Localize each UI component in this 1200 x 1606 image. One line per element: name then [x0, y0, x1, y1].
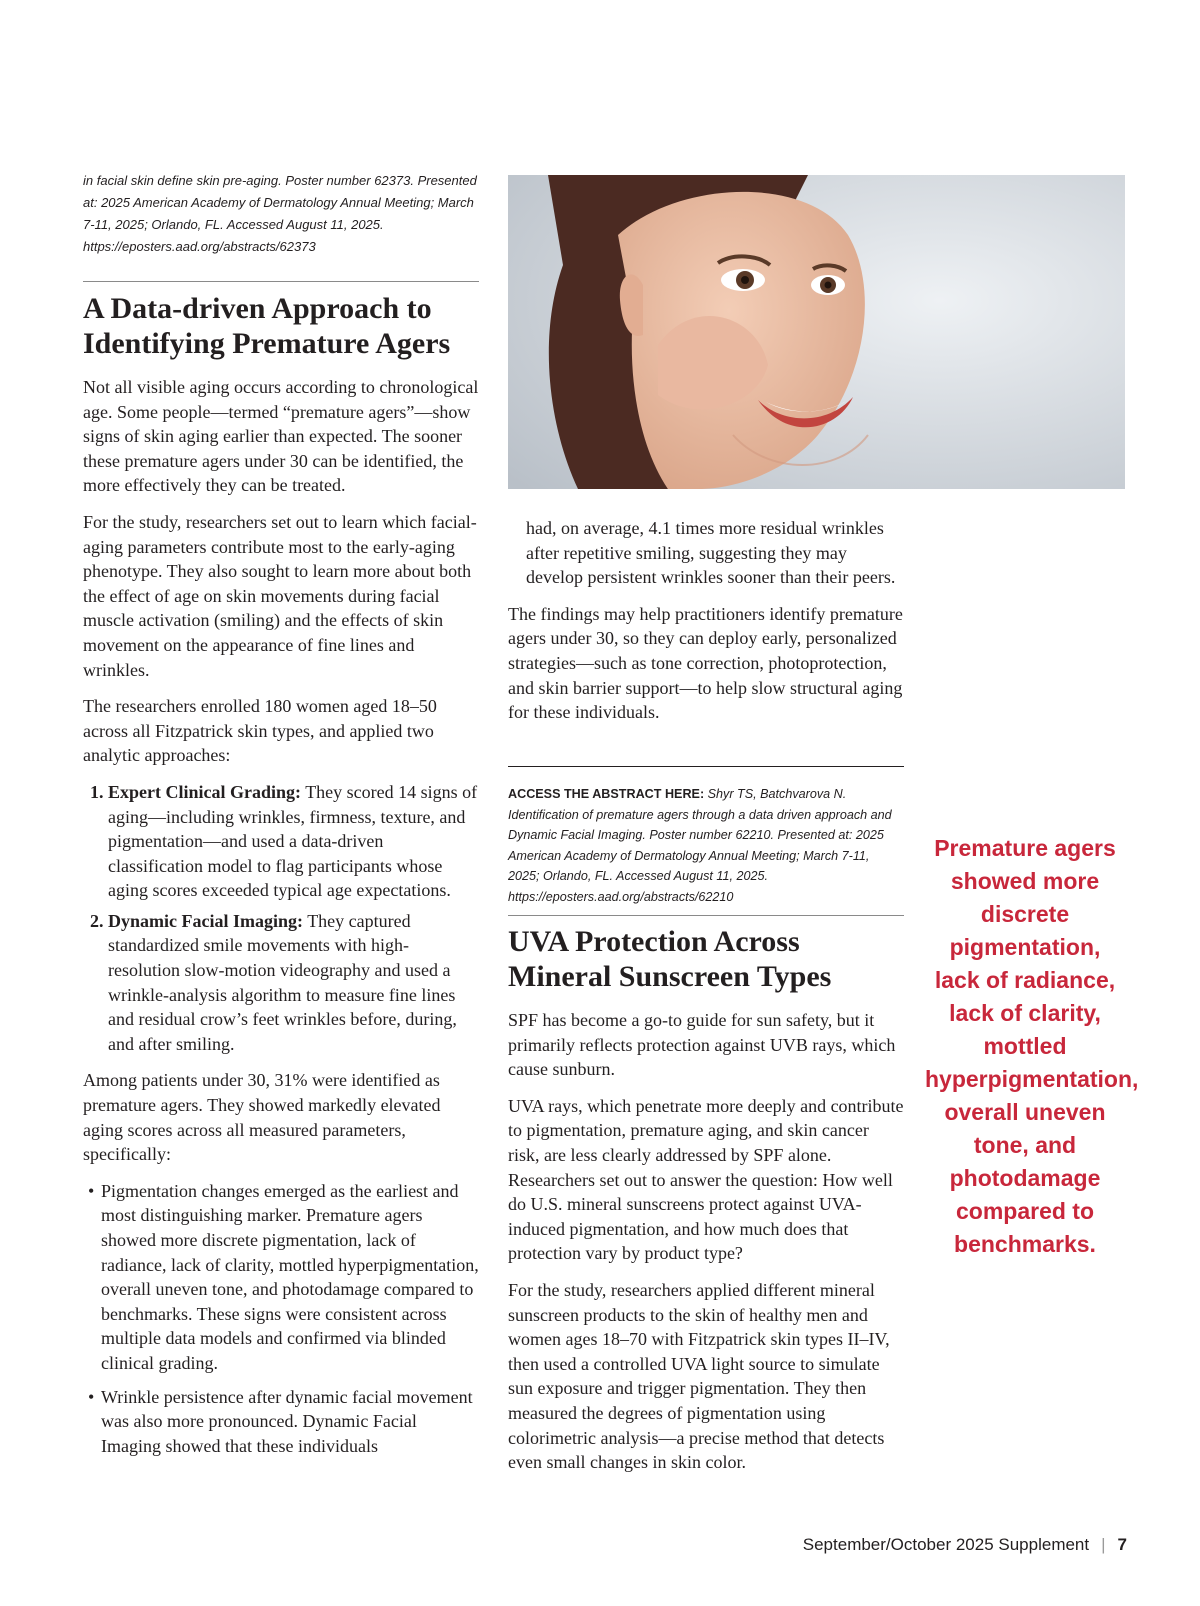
- paragraph: For the study, researchers applied different mineral sunscreen products to the skin of healthy men and women ages 18–70 with Fitzpatrick skin types II–IV, then used a controlled UVA light source to simulate sun exposure and trigger pigmentation. They then measured the degrees of pigmentation using colorimetric analysis—a precise method that detects even small changes in skin color.: [508, 1279, 890, 1473]
- list-item-text: They scored 14 signs of aging—including wrinkles, firmness, texture, and pigmentation—and used a data-driven classification model to flag participants whose aging scores exceeded typical age expectations.: [108, 781, 478, 901]
- access-label: ACCESS THE ABSTRACT HERE:: [508, 787, 705, 801]
- list-item-label: Expert Clinical Grading:: [108, 781, 301, 802]
- approaches-list: [83, 780, 479, 1057]
- access-abstract-note: [508, 784, 904, 908]
- footer-separator: |: [1101, 1535, 1106, 1554]
- bullet-icon: •: [88, 1180, 95, 1201]
- article-title: UVA Protection Across Mineral Sunscreen Types: [508, 925, 832, 993]
- list-item: [83, 780, 479, 903]
- pull-quote: Premature agers showed more discrete pigmentation, lack of radiance, lack of clarity, mottled hyperpigmentation, overall uneven tone, and photodamage compared to benchmarks.: [925, 835, 1139, 1257]
- paragraph: The findings may help practitioners identify premature agers under 30, so they can deploy early, personalized strategies—such as tone correction, photoprotection, and skin barrier support—to help slow structural aging for these individuals.: [508, 603, 903, 723]
- paragraph: UVA rays, which penetrate more deeply and contribute to pigmentation, premature aging, and skin cancer risk, are less clearly addressed by SPF alone. Researchers set out to answer the question: How well do U.S. mineral sunscreens protect against UVA-induced pigmentation, and how much does that protection vary by product type?: [508, 1095, 904, 1264]
- article-body: [83, 375, 479, 1458]
- access-citation: Shyr TS, Batchvarova N. Identification of premature agers through a data driven approach and Dynamic Facial Imaging. Poster number 62210. Presented at: 2025 American Academy of Dermatology Annual Meeting; March 7-11, 2025; Orlando, FL. Accessed August 11, 2025. https://eposters.aad.org/abstracts/62210: [508, 787, 892, 904]
- section-divider: [508, 766, 904, 767]
- list-item: [83, 1385, 479, 1459]
- article-title: A Data-driven Approach to Identifying Premature Agers: [83, 292, 451, 360]
- section-divider: [508, 915, 904, 916]
- findings-list: [83, 1179, 479, 1459]
- paragraph: Not all visible aging occurs according to chronological age. Some people—termed “premature agers”—show signs of skin aging earlier than expected. The sooner these premature agers under 30 can be identified, the more effectively they can be treated.: [83, 377, 479, 496]
- bullet-icon: •: [88, 1386, 95, 1407]
- top-reference: in facial skin define skin pre-aging. Poster number 62373. Presented at: 2025 American Academy of Dermatology Annual Meeting; March 7-11, 2025; Orlando, FL. Accessed August 11, 2025. https://eposters.aad.org/abstracts/62373: [83, 173, 477, 254]
- article-uva-protection: [508, 924, 904, 1487]
- article-continued: [508, 516, 904, 737]
- list-item-text: Wrinkle persistence after dynamic facial movement was also more pronounced. Dynamic Facial Imaging showed that these individuals: [101, 1386, 473, 1456]
- list-number: 2.: [90, 910, 104, 931]
- page-number: 7: [1117, 1535, 1127, 1554]
- list-item-text: Pigmentation changes emerged as the earliest and most distinguishing marker. Premature agers showed more discrete pigmentation, lack of radiance, lack of clarity, mottled hyperpigmentation, overall uneven tone, and photodamage compared to benchmarks. These signs were consistent across multiple data models and confirmed via blinded clinical grading.: [101, 1180, 479, 1373]
- paragraph: had, on average, 4.1 times more residual wrinkles after repetitive smiling, suggesting they may develop persistent wrinkles sooner than their peers.: [526, 518, 896, 588]
- list-item: [83, 1179, 479, 1376]
- list-item: [83, 909, 479, 1057]
- list-number: 1.: [90, 781, 104, 802]
- smiling-woman-photo: [508, 175, 1125, 489]
- issue-label: September/October 2025 Supplement: [802, 1535, 1090, 1554]
- paragraph: For the study, researchers set out to learn which facial-aging parameters contribute most to the early-aging phenotype. They also sought to learn more about both the effect of age on skin movements during facial muscle activation (smiling) and the effects of skin movement on the appearance of fine lines and wrinkles.: [83, 511, 477, 680]
- section-divider: [83, 281, 479, 282]
- list-item-label: Dynamic Facial Imaging:: [108, 910, 303, 931]
- article-body: [508, 1008, 904, 1475]
- paragraph: SPF has become a go-to guide for sun safety, but it primarily reflects protection against UVB rays, which cause sunburn.: [508, 1010, 896, 1080]
- paragraph: Among patients under 30, 31% were identified as premature agers. They showed markedly elevated aging scores across all measured parameters, specifically:: [83, 1070, 441, 1165]
- page-footer: [803, 1535, 1127, 1555]
- paragraph: The researchers enrolled 180 women aged 18–50 across all Fitzpatrick skin types, and applied two analytic approaches:: [83, 696, 437, 766]
- article-premature-agers: [83, 291, 479, 1467]
- list-item-text: They captured standardized smile movements with high-resolution slow-motion videography and used a wrinkle-analysis algorithm to measure fine lines and residual crow’s feet wrinkles before, during, and after smiling.: [108, 910, 457, 1054]
